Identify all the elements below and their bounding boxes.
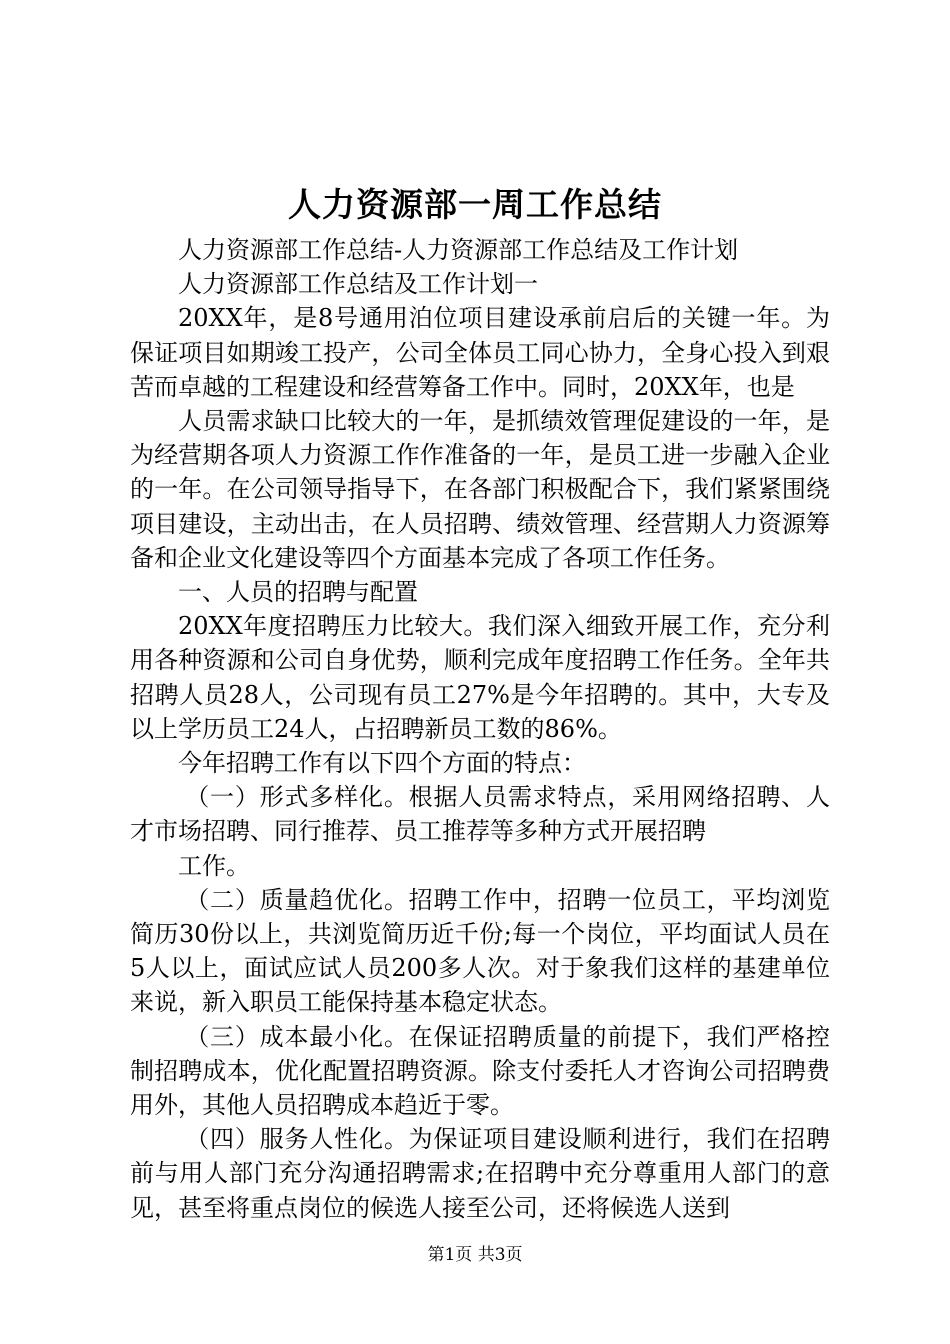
paragraph-feature-1: （一）形式多样化。根据人员需求特点，采用网络招聘、人才市场招聘、同行推荐、员工推荐等多种方式开展招聘: [130, 783, 830, 846]
paragraph-features-intro: 今年招聘工作有以下四个方面的特点：: [178, 749, 586, 778]
paragraph-intro: 20XX年，是8号通用泊位项目建设承前启后的关键一年。为保证项目如期竣工投产，公司全体员工同心协力，全身心投入到艰苦而卓越的工程建设和经营筹备工作中。同时，20XX年，也是: [130, 304, 830, 401]
paragraph-plan-heading: 人力资源部工作总结及工作计划一: [178, 270, 538, 299]
paragraph-overview: 人员需求缺口比较大的一年，是抓绩效管理促建设的一年，是为经营期各项人力资源工作作准备的一年，是员工进一步融入企业的一年。在公司领导指导下，在各部门积极配合下，我们紧紧围绕项目建设，主动出击，在人员招聘、绩效管理、经营期人力资源筹备和企业文化建设等四个方面基本完成了各项工作任务。: [130, 407, 830, 572]
paragraph-feature-1-cont: 工作。: [178, 851, 250, 880]
paragraph-feature-2: （二）质量趋优化。招聘工作中，招聘一位员工，平均浏览简历30份以上，共浏览简历近千份;每一个岗位，平均面试人员在5人以上，面试应试人员200多人次。对于象我们这样的基建单位来说，新入职员工能保持基本稳定状态。: [130, 885, 830, 1017]
paragraph-feature-3: （三）成本最小化。在保证招聘质量的前提下，我们严格控制招聘成本，优化配置招聘资源。除支付委托人才咨询公司招聘费用外，其他人员招聘成本趋近于零。: [130, 1022, 830, 1120]
paragraph-subtitle: 人力资源部工作总结-人力资源部工作总结及工作计划: [178, 236, 739, 264]
paragraph-feature-4: （四）服务人性化。为保证项目建设顺利进行，我们在招聘前与用人部门充分沟通招聘需求;在招聘中充分尊重用人部门的意见，甚至将重点岗位的候选人接至公司，还将候选人送到: [130, 1125, 830, 1222]
page-number-footer: 第1页 共3页: [427, 1245, 523, 1265]
document-body: [130, 233, 830, 1225]
document-title: 人力资源部一周工作总结: [288, 185, 662, 224]
paragraph-recruitment-summary: 20XX年度招聘压力比较大。我们深入细致开展工作，充分利用各种资源和公司自身优势，顺利完成年度招聘工作任务。全年共招聘人员28人，公司现有员工27%是今年招聘的。其中，大专及以上学历员工24人，占招聘新员工数的86%。: [130, 612, 830, 743]
section-heading-recruitment: 一、人员的招聘与配置: [178, 578, 418, 607]
